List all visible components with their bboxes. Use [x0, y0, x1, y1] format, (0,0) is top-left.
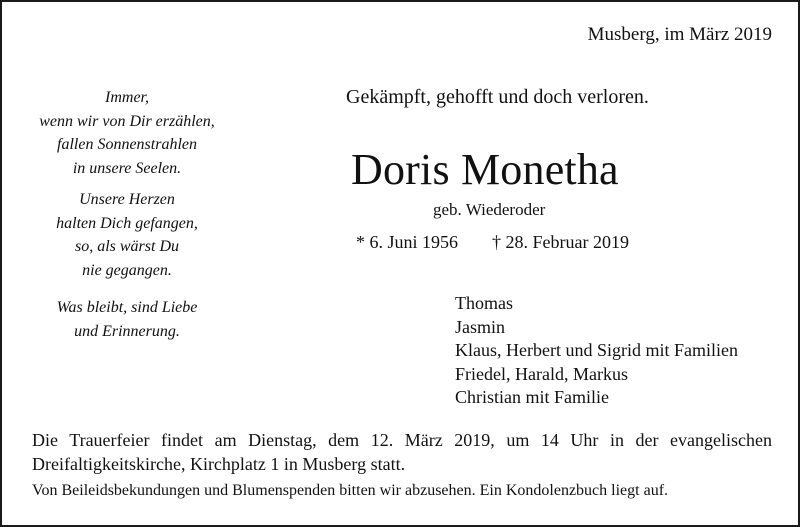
- funeral-line-1: Die Trauerfeier findet am Dienstag, dem 12. März 2019, um 14 Uhr in der evangelischen: [32, 430, 772, 450]
- poem-line: fallen Sonnenstrahlen: [57, 136, 197, 153]
- poem-line: und Erinnerung.: [74, 322, 180, 340]
- poem-line: Immer,: [105, 89, 149, 106]
- funeral-notice: [32, 429, 772, 476]
- poem-line: Unsere Herzen: [79, 191, 175, 208]
- condolence-note: Von Beileidsbekundungen und Blumenspenden bitten wir abzusehen. Ein Kondolenzbuch liegt auf.: [32, 482, 669, 499]
- poem-line: nie gegangen.: [82, 261, 172, 279]
- poem-stanza-2: [22, 188, 232, 282]
- mourner-item: Friedel, Harald, Markus: [455, 363, 628, 384]
- place-date: Musberg, im März 2019: [587, 24, 772, 45]
- poem-line: halten Dich gefangen,: [56, 214, 198, 232]
- poem-line: so, als wärst Du: [74, 238, 180, 255]
- birth-date: * 6. Juni 1956: [356, 232, 459, 252]
- funeral-line-2: Dreifaltigkeitskirche, Kirchplatz 1 in Musberg statt.: [32, 453, 406, 474]
- death-date: † 28. Februar 2019: [492, 232, 629, 252]
- mourner-item: Christian mit Familie: [455, 387, 609, 407]
- mourner-item: Thomas: [455, 293, 513, 313]
- poem-line: in unsere Seelen.: [72, 159, 182, 177]
- birth-name: geb. Wiederoder: [433, 200, 546, 219]
- deceased-name: Doris Monetha: [351, 145, 619, 194]
- mourner-item: Klaus, Herbert und Sigrid mit Familien: [455, 340, 738, 360]
- poem-stanza-1: [22, 86, 232, 180]
- poem-line: wenn wir von Dir erzählen,: [39, 112, 215, 130]
- poem-stanza-3: [22, 296, 232, 343]
- mourner-item: Jasmin: [455, 316, 506, 337]
- motto: Gekämpft, gehofft und doch verloren.: [346, 86, 649, 108]
- mourners-list: [455, 292, 738, 410]
- poem-line: Was bleibt, sind Liebe: [56, 299, 198, 316]
